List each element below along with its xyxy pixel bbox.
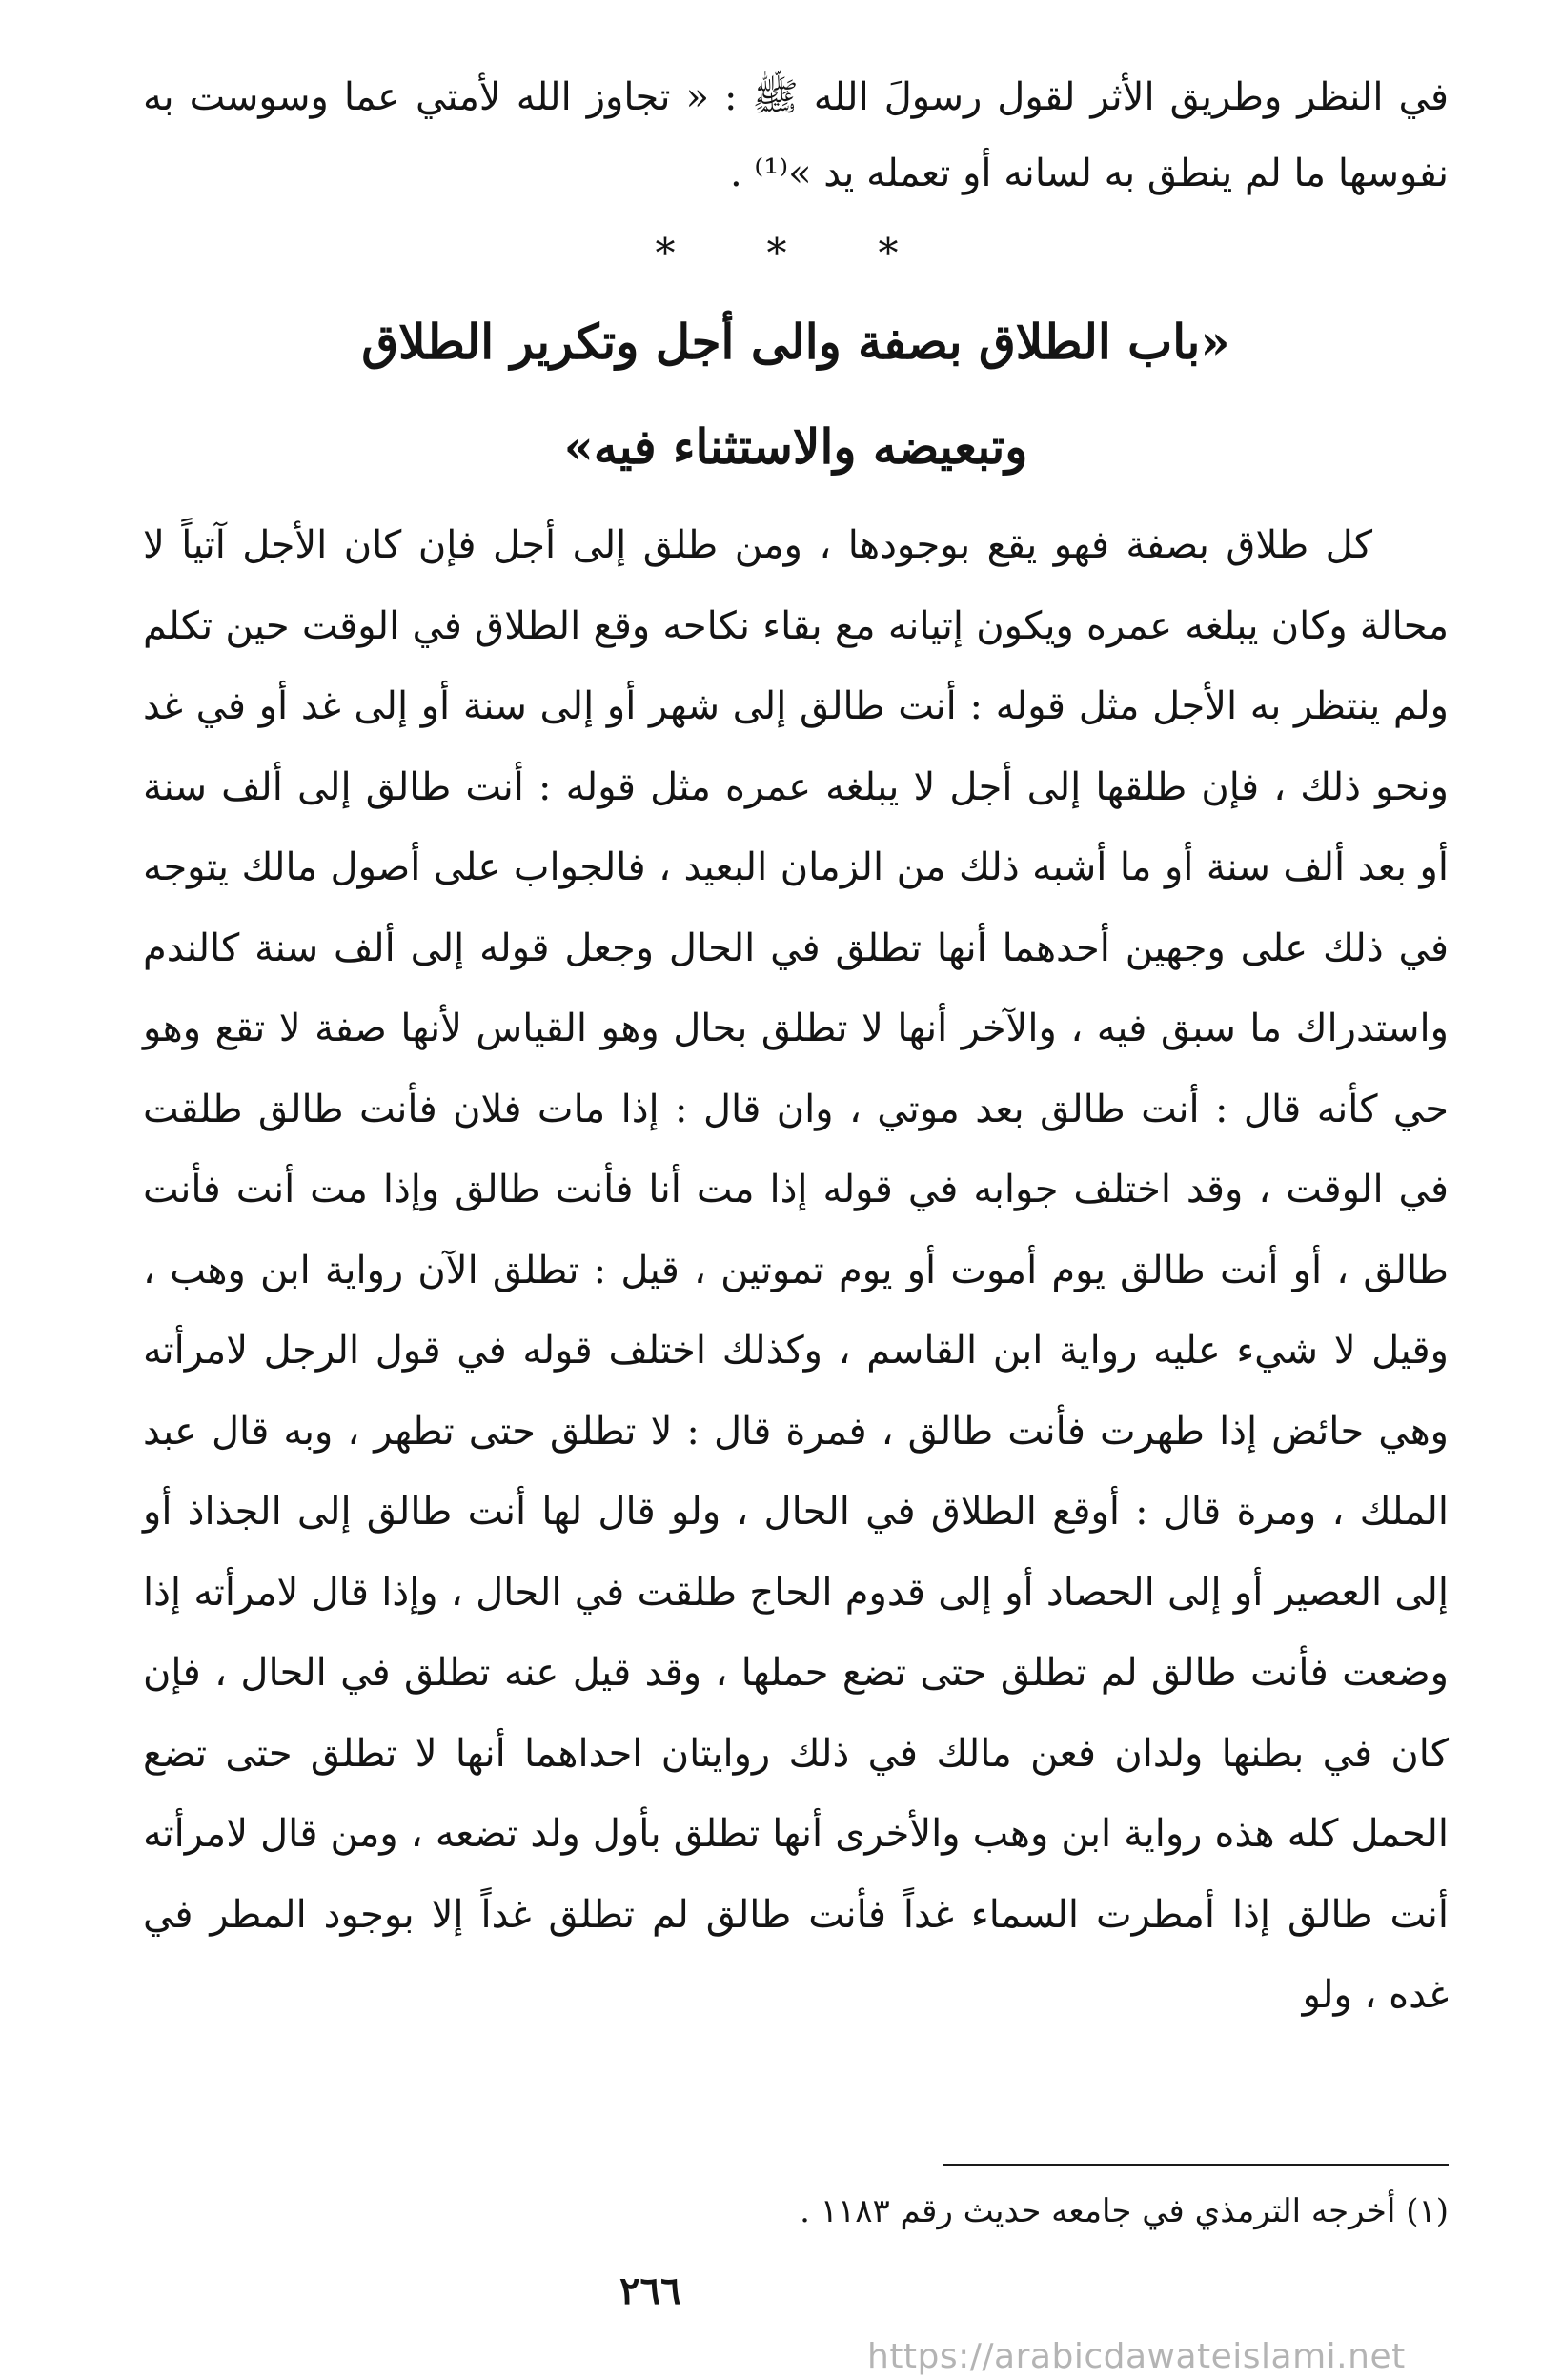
chapter-title-line-2: وتبعيضه والاستثناء فيه» xyxy=(563,418,1028,475)
footnote: (١) أخرجه الترمذي في جامعه حديث رقم ١١٨٣ . xyxy=(800,2192,1449,2230)
watermark-url: https://arabicdawateislami.net xyxy=(867,2337,1406,2376)
section-separator xyxy=(143,225,1449,282)
separator-star-1: * xyxy=(878,230,937,276)
book-page xyxy=(143,59,1449,2328)
chapter-body xyxy=(143,505,1449,2036)
separator-star-3: * xyxy=(655,230,714,276)
chapter-title-line-1: «باب الطلاق بصفة والى أجل وتكرير الطلاق xyxy=(361,314,1230,370)
body-paragraph: كل طلاق بصفة فهو يقع بوجودها ، ومن طلق إلى أجل فإن كان الأجل آتياً لا محالة وكان يبلغه عمره ويكون إتيانه مع بقاء نكاحه وقع الطلاق في الوقت حين تكلم ولم ينتظر به الأجل مثل قوله : أنت طالق إلى شهر أو إلى سنة أو إلى غد أو في غد ونحو ذلك ، فإن طلقها إلى أجل لا يبلغه عمره مثل قوله : أنت طالق إلى ألف سنة أو بعد ألف سنة أو ما أشبه ذلك من الزمان البعيد ، فالجواب على أصول مالك يتوجه في ذلك على وجهين أحدهما أنها تطلق في الحال وجعل قوله إلى ألف سنة كالندم واستدراك ما سبق فيه ، والآخر أنها لا تطلق بحال وهو القياس لأنها صفة لا تقع وهو حي كأنه قال : أنت طالق بعد موتي ، وان قال : إذا مات فلان فأنت طالق طلقت في الوقت ، وقد اختلف جوابه في قوله إذا مت أنا فأنت طالق وإذا مت أنت فأنت طالق ، أو أنت طالق يوم أموت أو يوم تموتين ، قيل : تطلق الآن رواية ابن وهب ، وقيل لا شيء عليه رواية ابن القاسم ، وكذلك اختلف قوله في قول الرجل لامرأته وهي حائض إذا طهرت فأنت طالق ، فمرة قال : لا تطلق حتى تطهر ، وبه قال عبد الملك ، ومرة قال : أوقع الطلاق في الحال ، ولو قال لها أنت طالق إلى الجذاذ أو إلى العصير أو إلى الحصاد أو إلى قدوم الحاج طلقت في الحال ، وإذا قال لامرأته إذا وضعت فأنت طالق لم تطلق حتى تضع حملها ، وقد قيل عنه تطلق في الحال ، فإن كان في بطنها ولدان فعن مالك في ذلك روايتان احداهما أنها لا تطلق حتى تضع الحمل كله هذه رواية ابن وهب والأخرى أنها تطلق بأول ولد تضعه ، ومن قال لامرأته أنت طالق إذا أمطرت السماء غداً فأنت طالق لم تطلق غداً إلا بوجود المطر في غده ، ولو xyxy=(143,523,1449,2017)
page-number: ٢٦٦ xyxy=(619,2268,681,2313)
intro-passage xyxy=(143,59,1449,212)
chapter-title xyxy=(143,290,1449,499)
intro-text: في النظر وطريق الأثر لقول رسولَ الله ﷺ : « تجاوز الله لأمتي عما وسوست به نفوسها ما لم ينطق به لسانه أو تعمله يد »⁽¹⁾ . xyxy=(143,75,1449,195)
footnote-divider xyxy=(943,2164,1449,2166)
separator-star-2: * xyxy=(766,230,825,276)
